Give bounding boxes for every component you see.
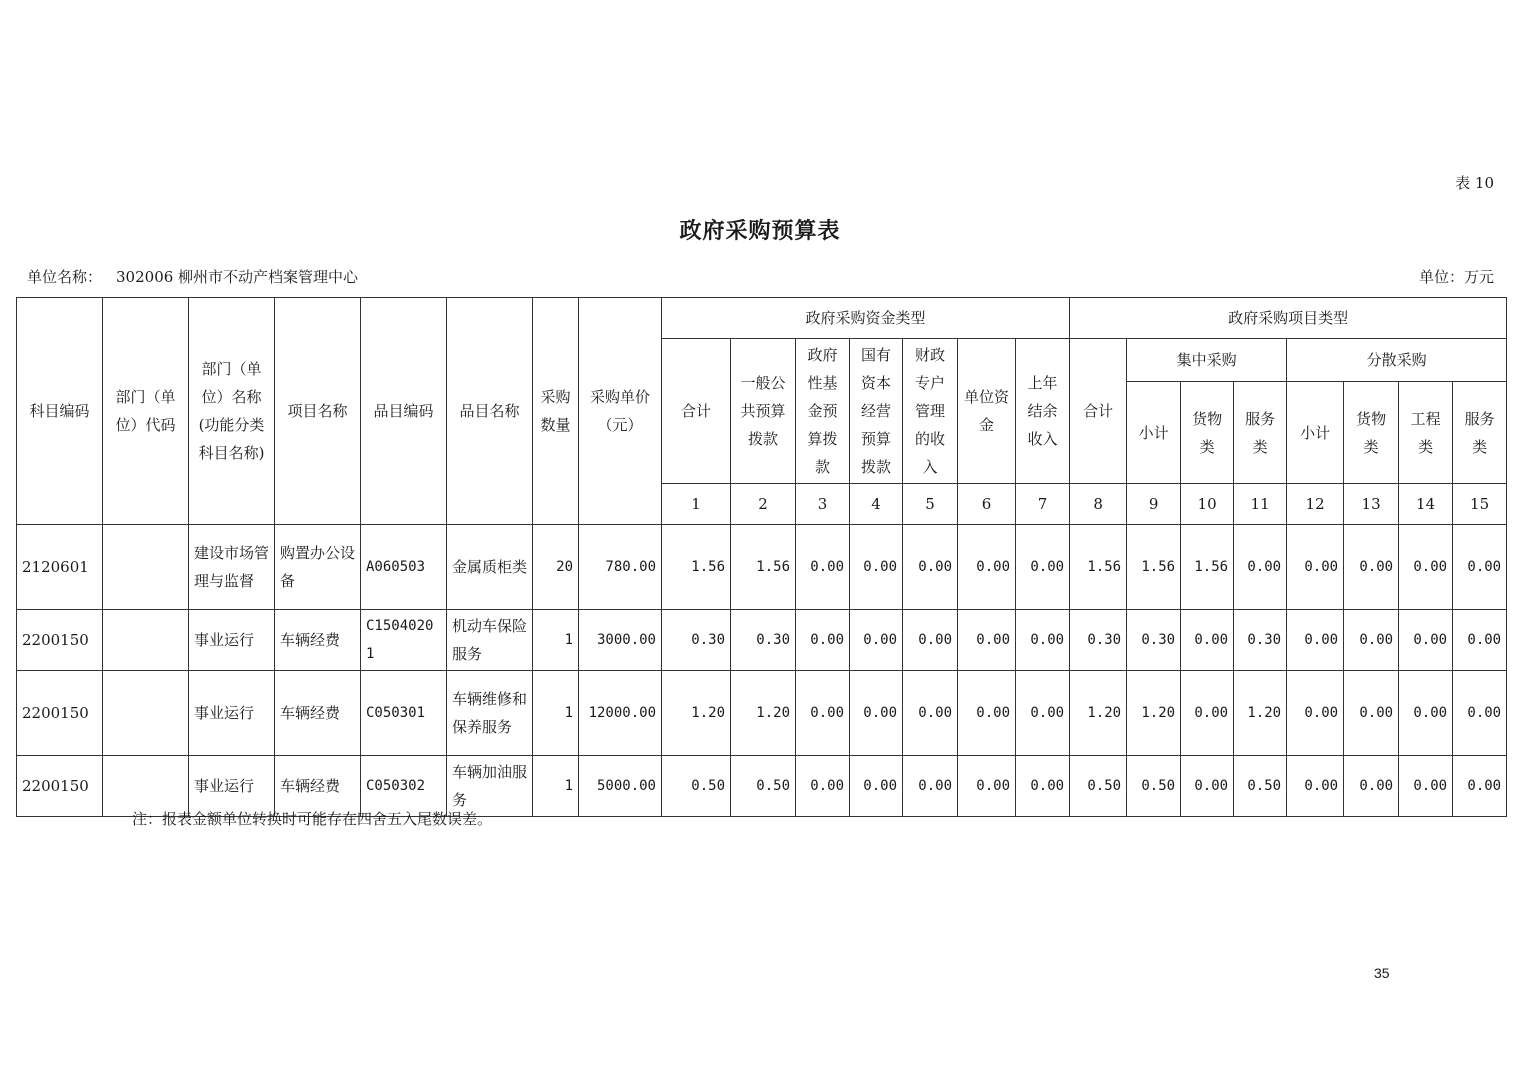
cell-value: 0.00 [850, 756, 903, 817]
cell-dept-name: 事业运行 [189, 756, 275, 817]
unit-name [27, 266, 358, 287]
cell-value: 0.00 [796, 756, 850, 817]
cell-item-name: 金属质柜类 [447, 525, 533, 610]
table-row [17, 671, 1507, 756]
cell-value: 1.20 [662, 671, 731, 756]
cell-subject-code: 2200150 [17, 756, 103, 817]
cell-value: 0.00 [958, 610, 1016, 671]
header-dept-name: 部门（单位）名称(功能分类科目名称) [189, 298, 275, 525]
page-number: 35 [1374, 965, 1390, 981]
cell-value: 0.30 [662, 610, 731, 671]
cell-value: 0.00 [796, 610, 850, 671]
cell-quantity: 1 [533, 756, 579, 817]
cell-value: 0.00 [1016, 610, 1070, 671]
column-number: 8 [1070, 484, 1127, 525]
cell-value: 0.00 [1016, 671, 1070, 756]
cell-project-name: 车辆经费 [275, 610, 361, 671]
header-project-total: 合计 [1070, 339, 1127, 484]
cell-value: 1.56 [1181, 525, 1234, 610]
cell-value: 0.50 [1127, 756, 1181, 817]
cell-value: 0.00 [850, 525, 903, 610]
cell-value: 1.56 [1127, 525, 1181, 610]
cell-value: 0.30 [1070, 610, 1127, 671]
page-title: 政府采购预算表 [679, 218, 841, 244]
cell-value: 0.50 [731, 756, 796, 817]
header-fund-type-group: 政府采购资金类型 [662, 298, 1070, 339]
cell-project-name: 购置办公设备 [275, 525, 361, 610]
cell-value: 0.50 [1234, 756, 1287, 817]
cell-value: 0.50 [662, 756, 731, 817]
header-d-subtotal: 小计 [1287, 382, 1344, 484]
cell-unit-price: 780.00 [579, 525, 662, 610]
header-subject-code: 科目编码 [17, 298, 103, 525]
header-c-subtotal: 小计 [1127, 382, 1181, 484]
cell-value: 0.30 [1127, 610, 1181, 671]
cell-item-code: C050301 [361, 671, 447, 756]
cell-value: 1.20 [731, 671, 796, 756]
cell-value: 0.30 [731, 610, 796, 671]
cell-item-code: C15040201 [361, 610, 447, 671]
cell-project-name: 车辆经费 [275, 671, 361, 756]
cell-value: 0.00 [958, 756, 1016, 817]
column-number: 1 [662, 484, 731, 525]
cell-value: 0.00 [903, 525, 958, 610]
cell-value: 0.00 [850, 671, 903, 756]
column-number: 13 [1344, 484, 1399, 525]
column-number: 12 [1287, 484, 1344, 525]
cell-value: 1.20 [1070, 671, 1127, 756]
cell-value: 0.00 [796, 525, 850, 610]
cell-value: 0.00 [1181, 610, 1234, 671]
header-general-budget: 一般公共预算拨款 [731, 339, 796, 484]
footnote: 注：报表金额单位转换时可能存在四舍五入尾数误差。 [132, 810, 493, 828]
cell-dept-code [103, 671, 189, 756]
header-unit-price: 采购单价（元） [579, 298, 662, 525]
cell-value: 0.00 [1399, 525, 1453, 610]
header-state-capital: 国有资本经营预算拨款 [850, 339, 903, 484]
cell-quantity: 20 [533, 525, 579, 610]
cell-subject-code: 2120601 [17, 525, 103, 610]
column-number: 2 [731, 484, 796, 525]
cell-value: 1.56 [1070, 525, 1127, 610]
cell-value: 1.20 [1127, 671, 1181, 756]
cell-value: 0.00 [1453, 671, 1507, 756]
cell-value: 0.00 [1453, 525, 1507, 610]
cell-value: 0.00 [1399, 671, 1453, 756]
cell-value: 0.00 [903, 671, 958, 756]
header-item-name: 品目名称 [447, 298, 533, 525]
cell-item-name: 机动车保险服务 [447, 610, 533, 671]
cell-value: 0.00 [1399, 610, 1453, 671]
procurement-budget-table [16, 297, 1507, 817]
cell-value: 0.00 [1344, 671, 1399, 756]
header-centralized: 集中采购 [1127, 339, 1287, 382]
unit-name-value: 302006 柳州市不动产档案管理中心 [116, 268, 359, 286]
cell-item-code: A060503 [361, 525, 447, 610]
cell-value: 0.00 [1453, 610, 1507, 671]
header-gov-fund: 政府性基金预算拨款 [796, 339, 850, 484]
cell-value: 0.00 [1287, 756, 1344, 817]
column-number: 3 [796, 484, 850, 525]
table-number: 表 10 [1455, 174, 1494, 192]
cell-value: 0.00 [1181, 756, 1234, 817]
cell-subject-code: 2200150 [17, 671, 103, 756]
cell-dept-name: 事业运行 [189, 610, 275, 671]
cell-value: 0.00 [1287, 610, 1344, 671]
header-unit-fund: 单位资金 [958, 339, 1016, 484]
header-carryover: 上年结余收入 [1016, 339, 1070, 484]
header-c-services: 服务类 [1234, 382, 1287, 484]
header-project-name: 项目名称 [275, 298, 361, 525]
cell-item-name: 车辆维修和保养服务 [447, 671, 533, 756]
cell-value: 0.00 [1287, 671, 1344, 756]
table-row [17, 610, 1507, 671]
cell-subject-code: 2200150 [17, 610, 103, 671]
header-decentralized: 分散采购 [1287, 339, 1507, 382]
header-fiscal-account: 财政专户管理的收入 [903, 339, 958, 484]
cell-unit-price: 5000.00 [579, 756, 662, 817]
cell-value: 0.00 [1287, 525, 1344, 610]
cell-unit-price: 12000.00 [579, 671, 662, 756]
cell-value: 0.00 [958, 671, 1016, 756]
cell-item-code: C050302 [361, 756, 447, 817]
header-quantity: 采购数量 [533, 298, 579, 525]
column-number: 15 [1453, 484, 1507, 525]
cell-value: 0.00 [1016, 525, 1070, 610]
cell-dept-name: 建设市场管理与监督 [189, 525, 275, 610]
cell-value: 1.56 [662, 525, 731, 610]
column-number: 14 [1399, 484, 1453, 525]
currency-unit: 单位：万元 [1418, 268, 1494, 286]
cell-value: 0.50 [1070, 756, 1127, 817]
cell-dept-code [103, 525, 189, 610]
column-number: 7 [1016, 484, 1070, 525]
cell-value: 0.00 [1453, 756, 1507, 817]
cell-quantity: 1 [533, 671, 579, 756]
header-d-works: 工程类 [1399, 382, 1453, 484]
column-number: 6 [958, 484, 1016, 525]
cell-value: 0.00 [903, 756, 958, 817]
cell-value: 0.00 [1016, 756, 1070, 817]
cell-value: 1.56 [731, 525, 796, 610]
header-d-goods: 货物类 [1344, 382, 1399, 484]
column-number: 10 [1181, 484, 1234, 525]
header-dept-code: 部门（单位）代码 [103, 298, 189, 525]
cell-dept-name: 事业运行 [189, 671, 275, 756]
cell-value: 0.00 [1234, 525, 1287, 610]
unit-name-label: 单位名称： [27, 268, 103, 286]
cell-quantity: 1 [533, 610, 579, 671]
cell-item-name: 车辆加油服务 [447, 756, 533, 817]
cell-project-name: 车辆经费 [275, 756, 361, 817]
table-row [17, 525, 1507, 610]
cell-value: 0.00 [1399, 756, 1453, 817]
cell-value: 0.30 [1234, 610, 1287, 671]
cell-value: 0.00 [1344, 525, 1399, 610]
cell-value: 0.00 [1344, 610, 1399, 671]
cell-value: 0.00 [850, 610, 903, 671]
column-number: 5 [903, 484, 958, 525]
cell-value: 1.20 [1234, 671, 1287, 756]
header-fund-total: 合计 [662, 339, 731, 484]
cell-value: 0.00 [796, 671, 850, 756]
header-d-services: 服务类 [1453, 382, 1507, 484]
cell-value: 0.00 [1344, 756, 1399, 817]
cell-value: 0.00 [958, 525, 1016, 610]
cell-value: 0.00 [1181, 671, 1234, 756]
cell-value: 0.00 [903, 610, 958, 671]
header-c-goods: 货物类 [1181, 382, 1234, 484]
cell-unit-price: 3000.00 [579, 610, 662, 671]
header-item-code: 品目编码 [361, 298, 447, 525]
header-project-type-group: 政府采购项目类型 [1070, 298, 1507, 339]
column-number: 4 [850, 484, 903, 525]
cell-dept-code [103, 610, 189, 671]
column-number: 9 [1127, 484, 1181, 525]
column-number: 11 [1234, 484, 1287, 525]
